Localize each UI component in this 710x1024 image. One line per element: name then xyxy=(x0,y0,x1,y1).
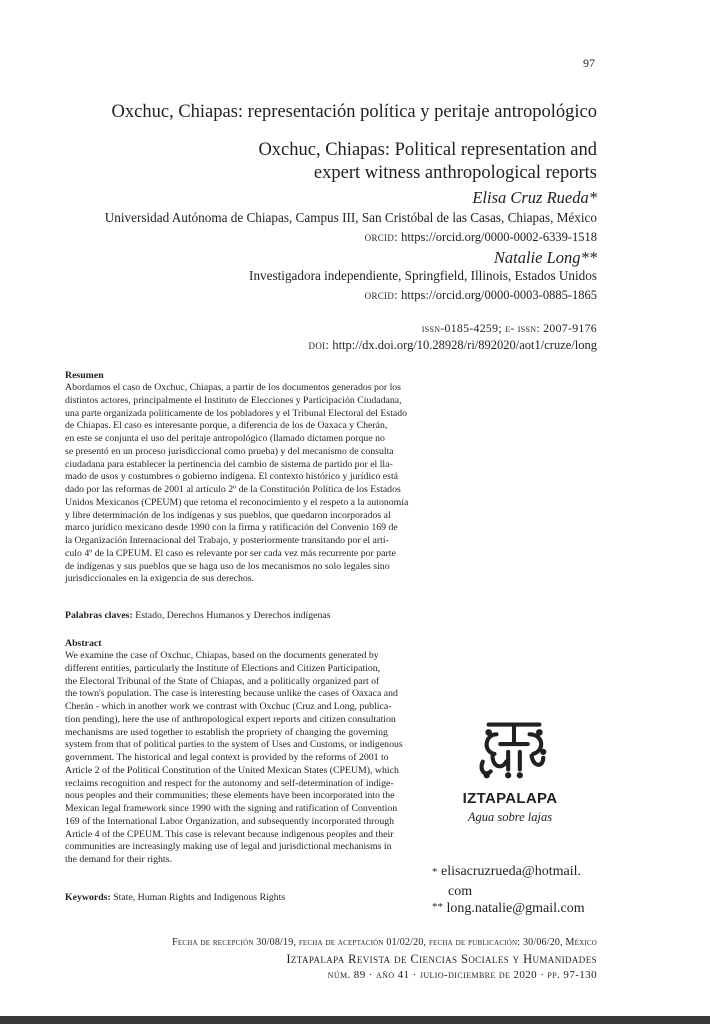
keywords xyxy=(65,892,417,903)
orcid-label: orcid: xyxy=(364,230,398,244)
resumen-line: Abordamos el caso de Oxchuc, Chiapas, a partir de los documentos generados por los xyxy=(65,382,401,393)
abstract-heading: Abstract xyxy=(65,638,102,649)
abstract-line: different entities, particularly the Institute of Elections and Citizen Participation, xyxy=(65,662,381,674)
resumen-line: se presentó en un proceso jurisdiccional como prueba) y del mecanismo de consulta xyxy=(65,445,394,457)
resumen-line: y libre determinación de los indígenas y sus pueblos, que quedaron incorporados al xyxy=(65,509,391,521)
author-1-orcid xyxy=(200,230,597,245)
author-2-name: Natalie Long** xyxy=(493,248,597,267)
resumen-line: ciudadana para establecer la pertinencia del cambio de sistema de partido por el lla- xyxy=(65,458,393,470)
logo-tagline: Agua sobre lajas xyxy=(467,810,553,824)
resumen-line: culo 4º de la CPEUM. El caso es relevante por ser cada vez más recurrente por parte xyxy=(65,547,396,559)
resumen-line: de indígenas y sus pueblos que se haga uso de los mecanismos no solo legales sino xyxy=(65,560,390,572)
author-2-orcid xyxy=(200,288,597,303)
orcid-link[interactable]: https://orcid.org/0000-0002-6339-1518 xyxy=(401,230,597,244)
author-2-affiliation: Investigadora independiente, Springfield, Illinois, Estados Unidos xyxy=(249,268,597,283)
publication-dates: Fecha de recepción 30/08/19, fecha de aceptación 01/02/20, fecha de publicación: 30/06/20, México xyxy=(172,937,597,948)
abstract-line: the demand for their rights. xyxy=(65,854,172,865)
journal-name: Iztapalapa Revista de Ciencias Sociales y Humanidades xyxy=(286,952,597,966)
abstract-line: nous peoples and their communities; these elements have been incorporated into the xyxy=(65,790,395,802)
keywords-text: State, Human Rights and Indigenous Rights xyxy=(113,892,286,903)
palabras-claves-label: Palabras claves: xyxy=(65,610,133,621)
footnote-mark: * xyxy=(432,866,438,878)
palabras-claves-text: Estado, Derechos Humanos y Derechos indígenas xyxy=(135,610,331,621)
resumen-line: la Organización Internacional del Trabajo, y posteriormente transitando por el artí- xyxy=(65,535,389,546)
title-spanish: Oxchuc, Chiapas: representación política y peritaje antropológico xyxy=(111,102,597,122)
author-1-affiliation: Universidad Autónoma de Chiapas, Campus III, San Cristóbal de las Casas, Chiapas, México xyxy=(104,210,597,225)
resumen-line: dado por las reformas de 2001 al artículo 2º de la Constitución Política de los Estados xyxy=(65,484,401,495)
page-number: 97 xyxy=(583,56,595,70)
abstract-line: the Electoral Tribunal of the State of Chiapas, and a politically organized part of xyxy=(65,675,380,687)
abstract-line: We examine the case of Oxchuc, Chiapas, based on the documents generated by xyxy=(65,650,379,661)
abstract-line: Mexican legal framework since 1990 with the signing and ratification of Convention xyxy=(65,803,398,814)
email-link-continuation[interactable]: com xyxy=(448,884,473,899)
abstract-line: government. The historical and legal context is provided by the reforms of 2001 to xyxy=(65,752,389,763)
email-link[interactable]: elisacruzrueda@hotmail. xyxy=(441,864,581,879)
abstract-text xyxy=(65,650,417,867)
abstract-line: communities are increasingly making use of legal and jurisdictional mechanisms in xyxy=(65,841,392,853)
footnote-author-1 xyxy=(432,862,598,902)
abstract-line: system from that of political parties to the system of Uses and Customs, or indigenous xyxy=(65,739,403,751)
abstract-line: Article 4 of the CPEUM. This case is relevant because indigenous peoples and their xyxy=(65,828,394,840)
resumen-line: jurisdiccionales en la exigencia de sus derechos. xyxy=(65,573,255,585)
title-english-line-1: Oxchuc, Chiapas: Political representation and xyxy=(258,140,597,160)
iztapalapa-glyph-icon xyxy=(475,712,553,784)
abstract-line: reclaims recognition and respect for the autonomy and self-determination of indige- xyxy=(65,777,394,789)
resumen-line: marco jurídico mexicano desde 1990 con la firma y ratificación del Convenio 169 de xyxy=(65,522,398,534)
orcid-label: orcid: xyxy=(364,288,398,302)
abstract-line: mechanisms are used together to establish the propriety of changing the governing xyxy=(65,726,388,738)
issn: issn-0185-4259; e- issn: 2007-9176 xyxy=(421,321,597,335)
orcid-link[interactable]: https://orcid.org/0000-0003-0885-1865 xyxy=(401,288,597,302)
keywords-label: Keywords: xyxy=(65,892,111,903)
issue-info: núm. 89 · año 41 · julio-diciembre de 2020 · pp. 97-130 xyxy=(327,969,597,981)
abstract-line: 169 of the International Labor Organization, and subsequently incorporated through xyxy=(65,815,395,827)
resumen-line: distintos actores, principalmente el Instituto de Elecciones y Participación Ciudadana, xyxy=(65,394,402,406)
abstract-line: Article 2 of the Political Constitution of the United Mexican States (CPEUM), which xyxy=(65,764,399,776)
abstract-line: Cherán - which in another work we contrast with Oxchuc (Cruz and Long, publica- xyxy=(65,701,392,712)
palabras-claves xyxy=(65,610,598,621)
abstract-line: the town's population. The case is interesting because unlike the cases of Oaxaca and xyxy=(65,688,398,700)
doi-link[interactable]: http://dx.doi.org/10.28928/ri/892020/aot1/cruze/long xyxy=(332,338,597,352)
bottom-border xyxy=(0,1016,710,1024)
resumen-line: en este se conjunta el uso del peritaje antropológico (llamado dictamen porque no xyxy=(65,433,385,444)
footnote-mark: ** xyxy=(432,901,443,913)
title-english xyxy=(200,139,597,185)
logo-wordmark: IZTAPALAPA xyxy=(462,790,558,807)
email-link[interactable]: long.natalie@gmail.com xyxy=(446,901,585,916)
abstract-line: tion pending), here the use of anthropological expert reports and citizen consultation xyxy=(65,713,396,725)
resumen-line: Unidos Mexicanos (CPEUM) que retoma el reconocimiento y el respeto a la autonomía xyxy=(65,496,409,508)
resumen-line: una parte organizada políticamente de los pobladores y el Tribunal Electoral del Estado xyxy=(65,407,408,419)
author-1-name: Elisa Cruz Rueda* xyxy=(472,188,597,207)
resumen-line: de Chiapas. El caso es interesante porque, a diferencia de los de Oaxaca y Cherán, xyxy=(65,420,388,432)
doi xyxy=(150,338,597,353)
footnote-author-2 xyxy=(432,901,598,917)
resumen-text xyxy=(65,382,598,586)
resumen-line: mado de usos y costumbres o gobierno indígena. El contexto histórico y jurídico está xyxy=(65,471,399,483)
title-english-line-2: expert witness anthropological reports xyxy=(313,163,597,183)
resumen-heading: Resumen xyxy=(65,370,104,381)
doi-label: doi: xyxy=(308,338,330,352)
